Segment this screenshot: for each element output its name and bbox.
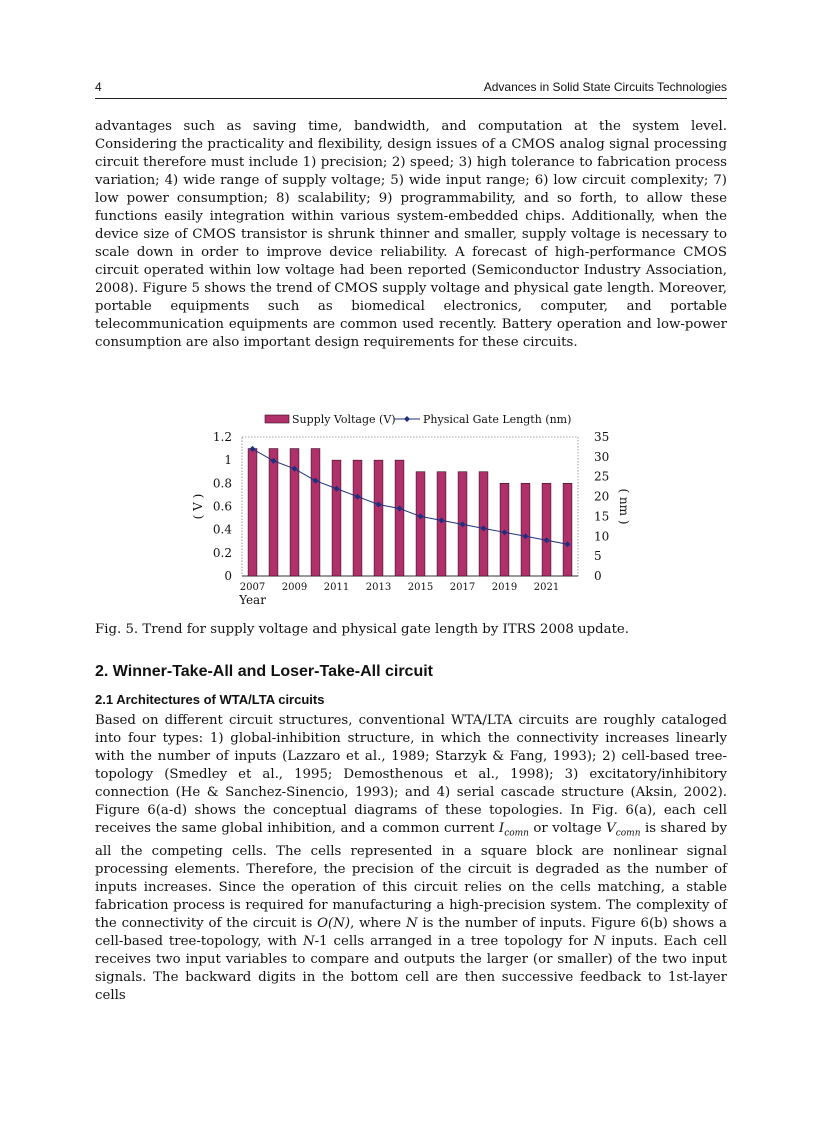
bar-supply-voltage bbox=[395, 460, 404, 576]
page-header bbox=[95, 80, 727, 99]
right-tick-label: 0 bbox=[594, 569, 602, 583]
subsection-heading: 2.1 Architectures of WTA/LTA circuits bbox=[95, 692, 325, 707]
right-tick-label: 5 bbox=[594, 549, 602, 564]
right-tick-label: 10 bbox=[594, 529, 610, 544]
page-number: 4 bbox=[95, 80, 102, 94]
running-title: Advances in Solid State Circuits Technologies bbox=[483, 80, 727, 94]
left-tick-label: 0.8 bbox=[212, 476, 232, 491]
bar-supply-voltage bbox=[437, 472, 446, 576]
figure-caption: Fig. 5. Trend for supply voltage and physical gate length by ITRS 2008 update. bbox=[95, 622, 630, 637]
legend-label-gate-length: Physical Gate Length (nm) bbox=[423, 413, 572, 426]
legend-marker-gate-length bbox=[404, 416, 410, 422]
body-paragraph-2: Based on different circuit structures, conventional WTA/LTA circuits are roughly cataloged into four types: 1) global-inhibition structure, in which the connectivity increases linearly with the number of inputs (Lazzaro et al., 1989; Starzyk & Fang, 1993); 2) cell-based tree-topology (Smedley et al., 1995; Demosthenous et al., 1998); 3) excitatory/inhibitory connection (He & Sanchez-Sinencio, 1993); and 4) serial cascade structure (Aksin, 2002). Figure 6(a-d) shows the conceptual diagrams of these topologies. In Fig. 6(a), each cell receives the same global inhibition, and a common current $I_{comn}$ or voltage $V_{comn}$ is shared by all the competing cells. The cells represented in a square block are nonlinear signal processing elements. Therefore, the precision of the circuit is degraded as the number of inputs increases. Since the operation of this circuit relies on the cells matching, a stable fabrication process is required for manufacturing a high-precision system. The complexity of the connectivity of the circuit is O(N), where N is the number of inputs. Figure 6(b) shows a cell-based tree-topology, with N-1 cells arranged in a tree topology for N inputs. Each cell receives two input variables to compare and outputs the larger (or smaller) of the two input signals. The backward digits in the bottom cell are then successive feedback to 1st-layer cells bbox=[95, 713, 727, 1003]
bar-supply-voltage bbox=[479, 472, 488, 576]
left-tick-label: 0.4 bbox=[212, 522, 232, 537]
right-tick-label: 20 bbox=[594, 489, 610, 504]
left-tick-label: 0.6 bbox=[212, 499, 232, 514]
right-tick-label: 30 bbox=[594, 449, 610, 464]
left-tick-label: 0.2 bbox=[212, 545, 232, 560]
right-axis-label: ( nm ) bbox=[617, 488, 631, 525]
x-tick-label: 2017 bbox=[449, 582, 476, 593]
bar-supply-voltage bbox=[521, 483, 530, 576]
v-comn-symbol: $V_{comn}$ bbox=[606, 821, 641, 839]
section-heading: 2. Winner-Take-All and Loser-Take-All circuit bbox=[95, 663, 433, 680]
legend-label-supply-voltage: Supply Voltage (V) bbox=[292, 413, 396, 426]
x-tick-label: 2015 bbox=[407, 582, 434, 593]
bar-supply-voltage bbox=[332, 460, 341, 576]
bar-supply-voltage bbox=[563, 483, 572, 576]
right-tick-label: 35 bbox=[594, 430, 610, 444]
bar-supply-voltage bbox=[248, 449, 257, 576]
x-tick-label: 2021 bbox=[533, 582, 560, 593]
left-axis-label: ( V ) bbox=[191, 493, 205, 520]
bar-supply-voltage bbox=[353, 460, 362, 576]
left-tick-label: 0 bbox=[224, 569, 232, 583]
body-paragraph-1: advantages such as saving time, bandwidth, and computation at the system level. Considering the practicality and flexibility, design issues of a CMOS analog signal processing circuit therefore must include 1) precision; 2) speed; 3) high tolerance to fabrication process variation; 4) wide range of supply voltage; 5) wide input range; 6) low circuit complexity; 7) low power consumption; 8) scalability; 9) programmability, and so forth, to allow these functions easily integration within various system-embedded chips. Additionally, when the device size of CMOS transistor is shrunk thinner and smaller, supply voltage is necessary to scale down in order to improve device reliability. A forecast of high-performance CMOS circuit operated within low voltage had been reported (Semiconductor Industry Association, 2008). Figure 5 shows the trend of CMOS supply voltage and physical gate length. Moreover, portable equipments such as biomedical electronics, computer, and portable telecommunication equipments are common used recently. Battery operation and low-power consumption are also important design requirements for these circuits. bbox=[95, 119, 727, 350]
bar-supply-voltage bbox=[269, 449, 278, 576]
right-tick-label: 25 bbox=[594, 469, 610, 484]
x-tick-label: 2007 bbox=[239, 582, 266, 593]
line-gate-length bbox=[253, 449, 568, 544]
bar-supply-voltage bbox=[374, 460, 383, 576]
x-tick-label: 2009 bbox=[281, 582, 308, 593]
figure-5-chart bbox=[180, 405, 640, 610]
x-tick-label: 2011 bbox=[323, 582, 350, 593]
i-comn-symbol: $I_{comn}$ bbox=[498, 821, 529, 839]
x-tick-label: 2013 bbox=[365, 582, 392, 593]
bar-supply-voltage bbox=[542, 483, 551, 576]
legend-swatch-supply-voltage bbox=[265, 415, 289, 423]
right-tick-label: 15 bbox=[594, 509, 610, 524]
x-axis-label: Year bbox=[239, 593, 266, 607]
bar-supply-voltage bbox=[416, 472, 425, 576]
x-tick-label: 2019 bbox=[491, 582, 518, 593]
left-tick-label: 1.2 bbox=[212, 430, 232, 444]
chart-svg bbox=[180, 405, 640, 610]
bar-supply-voltage bbox=[311, 449, 320, 576]
left-tick-label: 1 bbox=[224, 453, 232, 468]
